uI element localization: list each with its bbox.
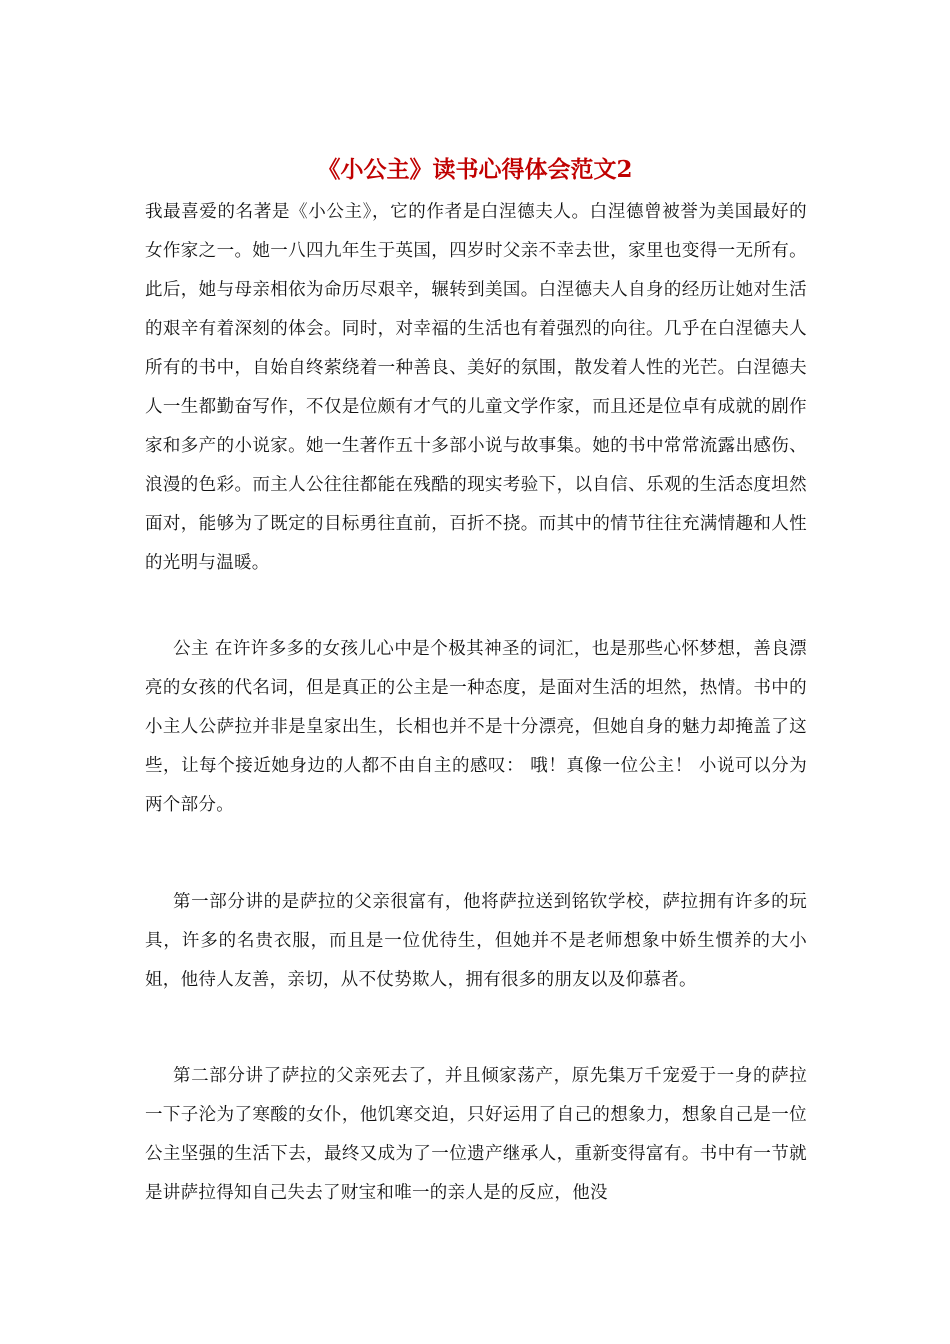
paragraph-part-two: 第二部分讲了萨拉的父亲死去了，并且倾家荡产，原先集万千宠爱于一身的萨拉一下子沦为了寒酸的女仆，他饥寒交迫，只好运用了自己的想象力，想象自己是一位公主坚强的生活下去，最终又成为了一位遗产继承人，重新变得富有。书中有一节就是讲萨拉得知自己失去了财宝和唯一的亲人是的反应，他没 [145,1066,807,1203]
paragraph-princess: 公主 在许许多多的女孩儿心中是个极其神圣的词汇，也是那些心怀梦想，善良漂亮的女孩的代名词，但是真正的公主是一种态度，是面对生活的坦然，热情。书中的小主人公萨拉并非是皇家出生，长相也并不是十分漂亮，但她自身的魅力却掩盖了这些，让每个接近她身边的人都不由自主的感叹： 哦！真像一位公主！ 小说可以分为两个部分。 [145,639,807,815]
document-title: 《小公主》读书心得体会范文2 [317,156,633,183]
paragraph-part-one: 第一部分讲的是萨拉的父亲很富有，他将萨拉送到铭钦学校，萨拉拥有许多的玩具，许多的名贵衣服，而且是一位优待生，但她并不是老师想象中娇生惯养的大小姐，他待人友善，亲切，从不仗势欺人，拥有很多的朋友以及仰慕者。 [145,892,807,990]
paragraph-intro: 我最喜爱的名著是《小公主》，它的作者是白涅德夫人。白涅德曾被誉为美国最好的女作家之一。她一八四九年生于英国，四岁时父亲不幸去世，家里也变得一无所有。此后，她与母亲相依为命历尽艰辛，辗转到美国。白涅德夫人自身的经历让她对生活的艰辛有着深刻的体会。同时，对幸福的生活也有着强烈的向往。几乎在白涅德夫人所有的书中，自始自终萦绕着一种善良、美好的氛围，散发着人性的光芒。白涅德夫人一生都勤奋写作，不仅是位颇有才气的儿童文学作家，而且还是位卓有成就的剧作家和多产的小说家。她一生著作五十多部小说与故事集。她的书中常常流露出感伤、浪漫的色彩。而主人公往往都能在残酷的现实考验下，以自信、乐观的生活态度坦然面对，能够为了既定的目标勇往直前，百折不挠。而其中的情节往往充满情趣和人性的光明与温暖。 [145,202,807,573]
